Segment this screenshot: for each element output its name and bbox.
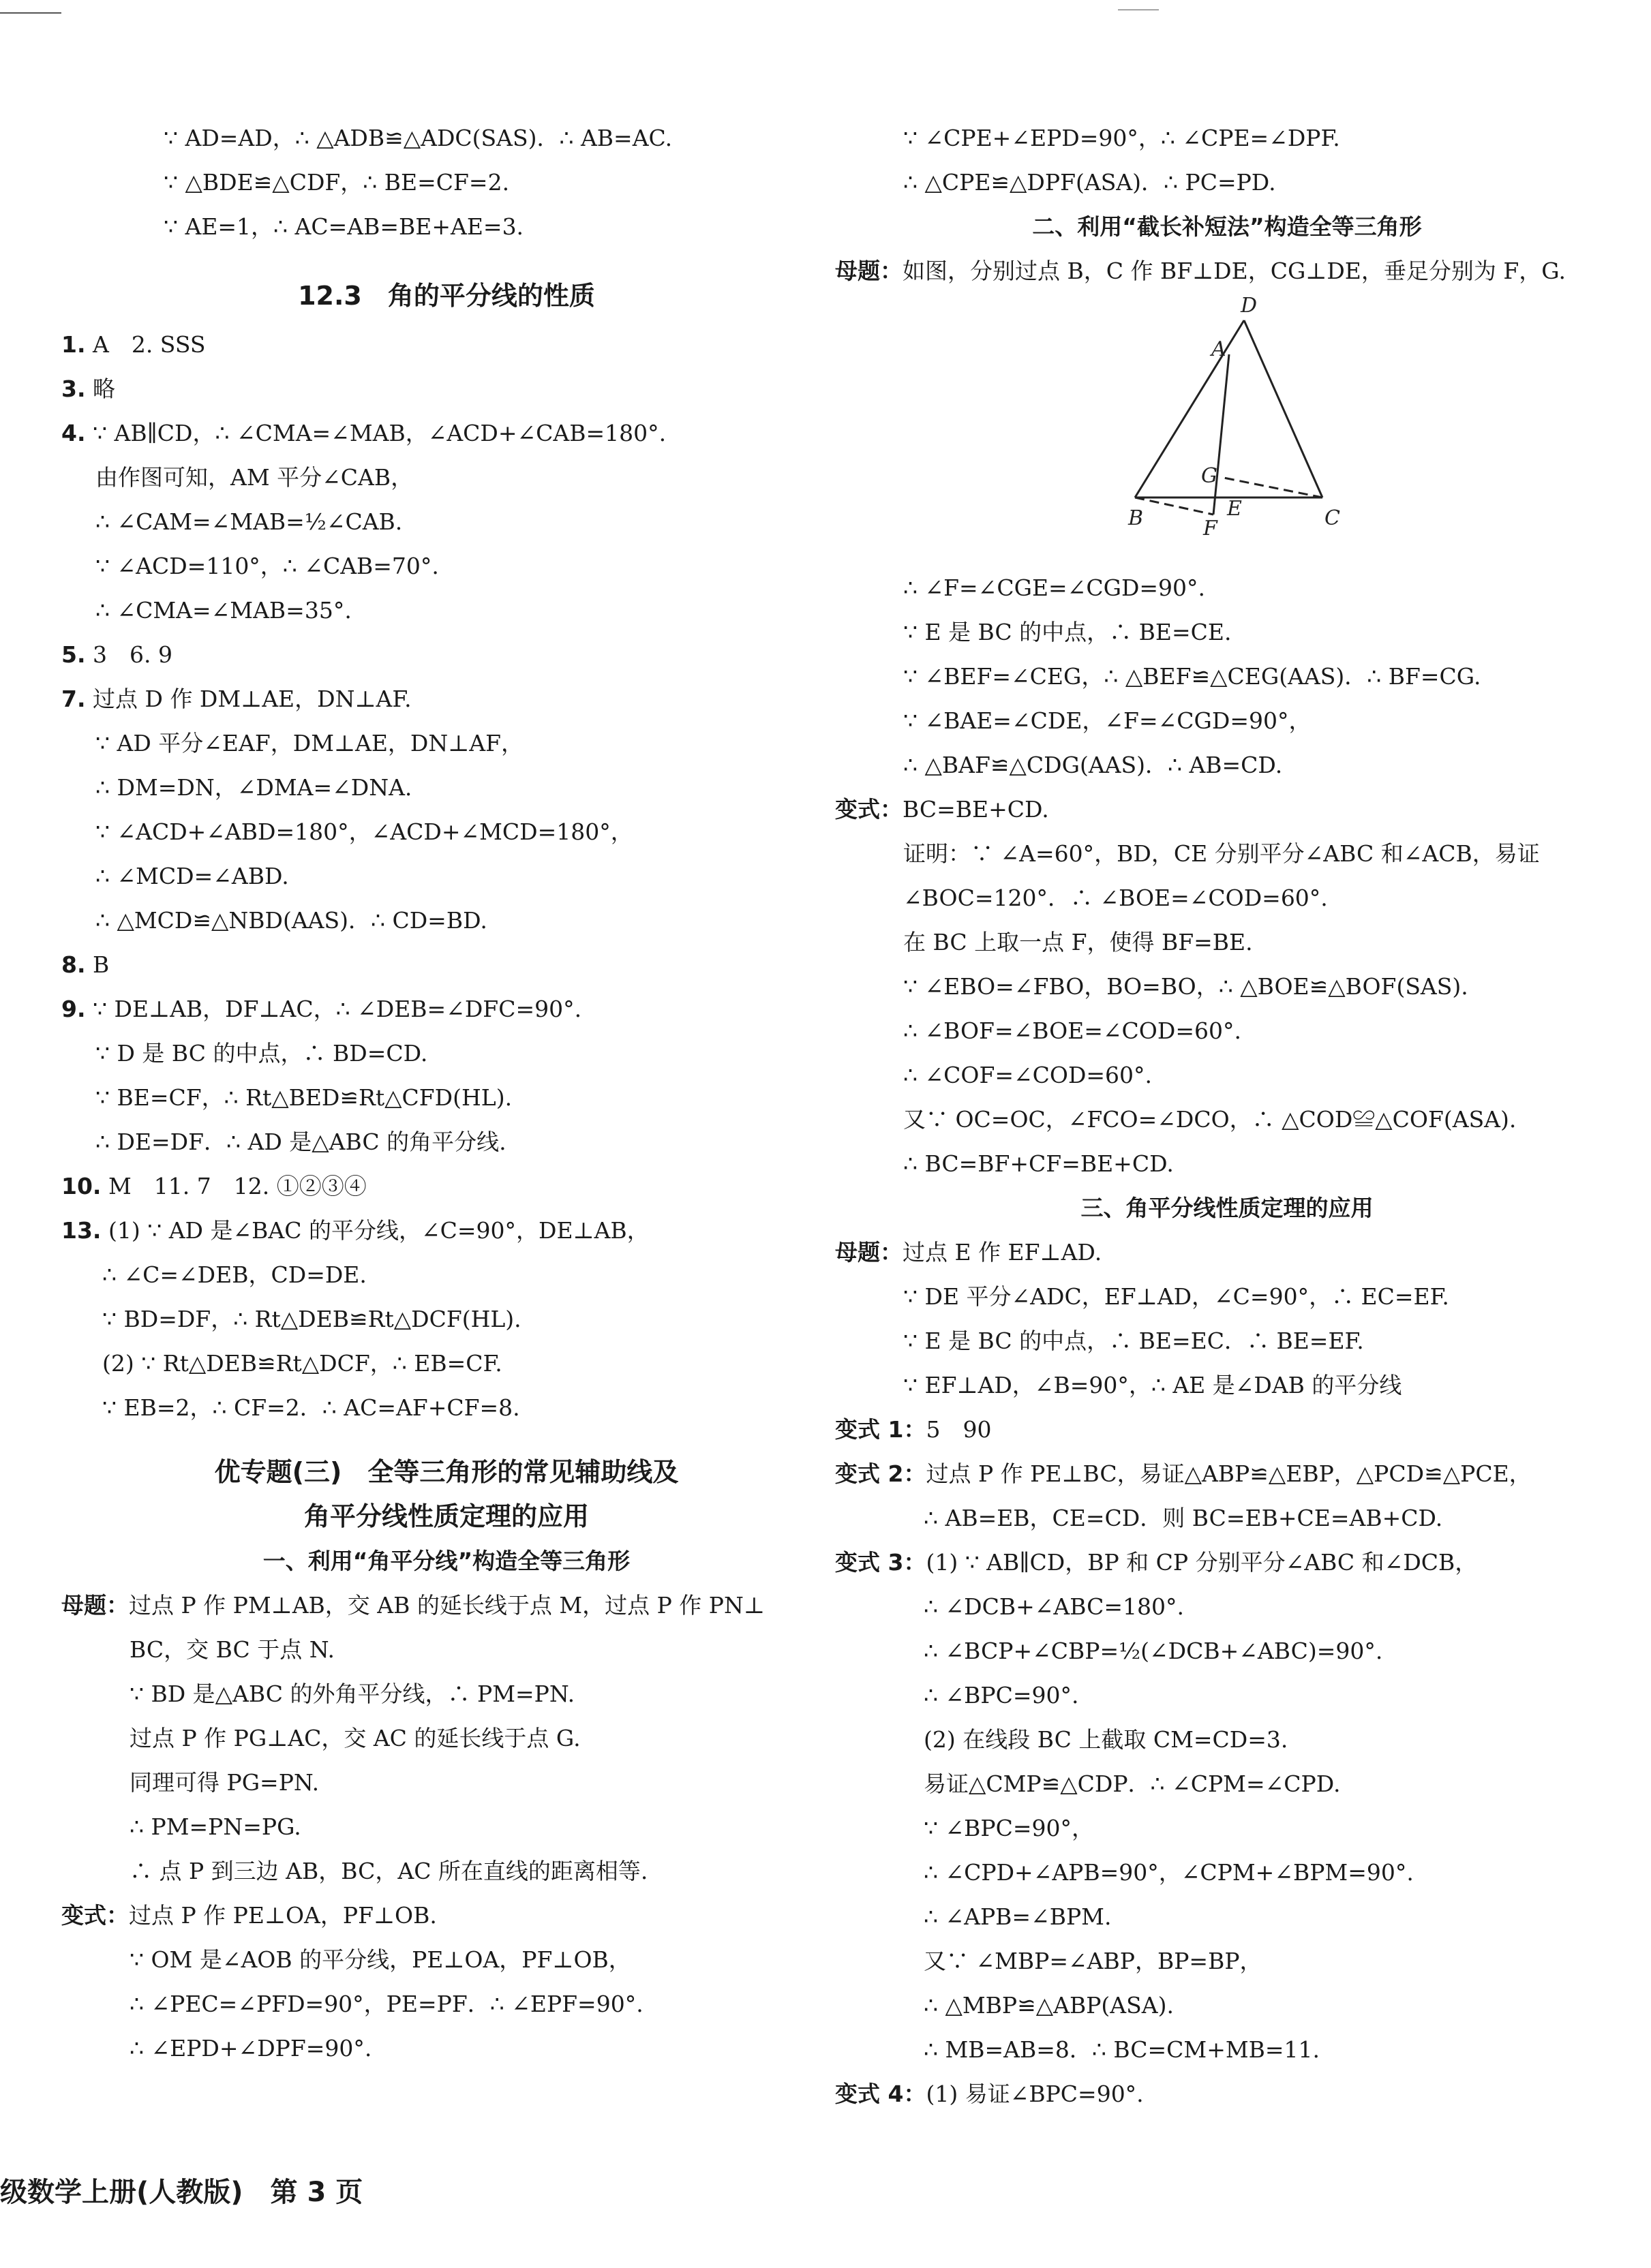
answer-line — [835, 1540, 1619, 1584]
answer-text: (1) ∵ AB∥CD，BP 和 CP 分别平分∠ABC 和∠DCB， — [926, 1549, 1478, 1576]
question-number: 3. — [61, 376, 86, 402]
answer-text: ∴ ∠C=∠DEB，CD=DE. — [102, 1261, 367, 1288]
answer-line — [61, 455, 832, 500]
part-heading-3: 三、角平分线性质定理的应用 — [1080, 1195, 1374, 1221]
answer-text: ∵ AD 平分∠EAF，DM⊥AE，DN⊥AF， — [95, 730, 524, 756]
answer-line: 又∵ OC=OC，∠FCO=∠DCO，∴ △COD≌△COF(ASA). — [903, 1106, 1517, 1133]
question-number: 5. — [61, 641, 86, 668]
answer-line — [61, 1297, 832, 1341]
variant-label: 变式： — [835, 796, 903, 823]
answer-line: ∵ EF⊥AD，∠B=90°，∴ AE 是∠DAB 的平分线 — [903, 1372, 1402, 1398]
section-title-12-3: 12.3 角的平分线的性质 — [298, 281, 595, 311]
answer-line: ∴ AB=EB，CE=CD．则 BC=EB+CE=AB+CD. — [924, 1505, 1443, 1531]
question-number: 1. — [61, 331, 86, 358]
answer-line — [61, 987, 832, 1031]
answer-line — [61, 367, 832, 411]
answer-line: ∴ △BAF≌△CDG(AAS)．∴ AB=CD. — [903, 752, 1283, 778]
answer-line — [61, 721, 832, 765]
answer-text: ∵ ∠ACD+∠ABD=180°，∠ACD+∠MCD=180°， — [95, 818, 633, 845]
label-C: C — [1324, 506, 1340, 530]
question-number: 8. — [61, 951, 86, 978]
answer-line — [61, 1208, 832, 1253]
answer-line — [61, 411, 832, 455]
answer-text: ∵ BD=DF，∴ Rt△DEB≌Rt△DCF(HL). — [102, 1306, 521, 1332]
answer-line: ∴ ∠BPC=90°. — [924, 1682, 1079, 1708]
part-heading-2: 二、利用“截长补短法”构造全等三角形 — [1032, 213, 1422, 240]
answer-text: (1) 易证∠BPC=90°. — [926, 2081, 1144, 2107]
answer-line — [61, 1120, 832, 1164]
answer-line — [61, 322, 832, 367]
answer-text: BC=BE+CD. — [903, 796, 1049, 823]
variant-label: 变式 3： — [835, 1549, 926, 1576]
answer-text: 过点 D 作 DM⊥AE，DN⊥AF. — [93, 686, 412, 712]
answer-text: A 2. SSS — [93, 331, 206, 358]
answer-line: ∴ ∠F=∠CGE=∠CGD=90°. — [903, 574, 1206, 601]
answer-text: ∵ DE⊥AB，DF⊥AC，∴ ∠DEB=∠DFC=90°. — [93, 996, 582, 1022]
label-G: G — [1201, 464, 1217, 488]
answer-line: ∴ ∠PEC=∠PFD=90°，PE=PF．∴ ∠EPF=90°. — [130, 1991, 643, 2017]
triangle-diagram — [1108, 293, 1380, 538]
special-topic-title: 优专题(三) 全等三角形的常见辅助线及 — [214, 1457, 679, 1487]
answer-line — [835, 1230, 1619, 1274]
variant-label: 变式 1： — [835, 1416, 926, 1443]
answer-line — [61, 1385, 832, 1430]
answer-line: ∵ E 是 BC 的中点，∴ BE=EC．∴ BE=EF. — [903, 1328, 1364, 1354]
answer-text: ∴ ∠MCD=∠ABD. — [95, 863, 289, 889]
answer-line: ∵ ∠BEF=∠CEG，∴ △BEF≌△CEG(AAS)．∴ BF=CG. — [903, 663, 1481, 690]
segment-BD — [1135, 320, 1244, 497]
answer-text: 由作图可知，AM 平分∠CAB， — [95, 464, 414, 491]
answer-line — [61, 1031, 832, 1075]
answer-line: ∴ ∠BCP+∠CBP=½(∠DCB+∠ABC)=90°. — [924, 1638, 1383, 1664]
answer-line: ∵ BD 是△ABC 的外角平分线，∴ PM=PN. — [130, 1681, 575, 1707]
answer-line — [835, 2072, 1619, 2116]
label-B: B — [1128, 506, 1144, 530]
answer-text: 3 6. 9 — [93, 641, 172, 668]
segment-BF — [1135, 497, 1213, 515]
geometry-figure — [1108, 293, 1380, 566]
answer-line: 过点 P 作 PG⊥AC，交 AC 的延长线于点 G. — [130, 1725, 581, 1751]
answer-line: ∴ 点 P 到三边 AB，BC，AC 所在直线的距离相等. — [130, 1858, 648, 1884]
part-heading-1: 一、利用“角平分线”构造全等三角形 — [262, 1548, 631, 1574]
answer-line: ∴ MB=AB=8．∴ BC=CM+MB=11. — [924, 2036, 1320, 2063]
label-A: A — [1211, 337, 1226, 361]
answer-text: 如图，分别过点 B，C 作 BF⊥DE，CG⊥DE，垂足分别为 F，G. — [903, 258, 1566, 284]
mother-problem-label: 母题： — [61, 1592, 129, 1619]
answer-line: ∴ ∠CPD+∠APB=90°，∠CPM+∠BPM=90°. — [924, 1859, 1414, 1886]
answer-line — [61, 1164, 832, 1208]
special-topic-title-2: 角平分线性质定理的应用 — [303, 1501, 589, 1531]
question-number: 4. — [61, 420, 86, 446]
answer-line: ∴ ∠EPD+∠DPF=90°. — [130, 2035, 372, 2062]
variant-label: 变式： — [61, 1902, 129, 1929]
answer-line: ∵ ∠CPE+∠EPD=90°，∴ ∠CPE=∠DPF. — [903, 125, 1340, 151]
answer-text: M 11. 7 12. ①②③④ — [108, 1173, 367, 1199]
answer-line — [835, 1452, 1619, 1496]
segment-AE — [1213, 354, 1229, 515]
answer-text: ∴ DM=DN，∠DMA=∠DNA. — [95, 774, 412, 801]
answer-line — [61, 1253, 832, 1297]
answer-line: ∴ PM=PN=PG. — [130, 1813, 301, 1840]
answer-line — [835, 249, 1619, 293]
answer-text: ∵ AB∥CD，∴ ∠CMA=∠MAB，∠ACD+∠CAB=180°. — [93, 420, 667, 446]
answer-text: 略 — [93, 376, 115, 402]
answer-text: ∴ ∠CMA=∠MAB=35°. — [95, 597, 352, 624]
answer-text: B — [93, 951, 110, 978]
answer-line: ∴ ∠DCB+∠ABC=180°. — [924, 1593, 1184, 1620]
answer-text: ∵ EB=2，∴ CF=2．∴ AC=AF+CF=8. — [102, 1394, 520, 1421]
answer-text: (2) ∵ Rt△DEB≌Rt△DCF，∴ EB=CF. — [102, 1350, 502, 1377]
answer-line: 在 BC 上取一点 F，使得 BF=BE. — [903, 929, 1253, 955]
answer-line: ∵ ∠BPC=90°， — [924, 1815, 1094, 1841]
answer-line — [61, 854, 832, 898]
answer-line: ∴ ∠BOF=∠BOE=∠COD=60°. — [903, 1017, 1241, 1044]
answer-text: 过点 P 作 PM⊥AB，交 AB 的延长线于点 M，过点 P 作 PN⊥ — [129, 1592, 765, 1619]
variant-label: 变式 4： — [835, 2081, 926, 2107]
question-number: 13. — [61, 1217, 102, 1244]
question-number: 7. — [61, 686, 86, 712]
answer-text: ∴ DE=DF．∴ AD 是△ABC 的角平分线. — [95, 1129, 506, 1155]
answer-line: ∴ △MBP≌△ABP(ASA). — [924, 1992, 1174, 2019]
segment-CG — [1220, 477, 1322, 497]
answer-text: 5 90 — [926, 1416, 992, 1443]
answer-line — [61, 1075, 832, 1120]
answer-line: ∠BOC=120°．∴ ∠BOE=∠COD=60°. — [903, 885, 1328, 911]
answer-line — [61, 810, 832, 854]
right-column — [835, 116, 1619, 2116]
answer-text: 过点 P 作 PE⊥OA，PF⊥OB. — [129, 1902, 437, 1929]
label-D: D — [1241, 294, 1258, 318]
answer-text: 过点 E 作 EF⊥AD. — [903, 1239, 1102, 1266]
answer-line: ∵ AD=AD，∴ △ADB≌△ADC(SAS)．∴ AB=AC. — [164, 125, 673, 151]
answer-text: ∴ ∠CAM=∠MAB=½∠CAB. — [95, 508, 403, 535]
answer-text: (1) ∵ AD 是∠BAC 的平分线，∠C=90°，DE⊥AB， — [108, 1217, 650, 1244]
answer-line: ∵ AE=1，∴ AC=AB=BE+AE=3. — [164, 213, 524, 240]
answer-line — [61, 1583, 832, 1627]
mother-problem-label: 母题： — [835, 1239, 903, 1266]
answer-line — [61, 1893, 832, 1937]
left-column — [61, 116, 832, 2070]
mother-problem-label: 母题： — [835, 258, 903, 284]
answer-line — [61, 500, 832, 544]
answer-line: ∵ E 是 BC 的中点，∴ BE=CE. — [903, 619, 1232, 645]
answer-line: ∵ ∠EBO=∠FBO，BO=BO，∴ △BOE≌△BOF(SAS). — [903, 973, 1468, 1000]
answer-text: ∵ D 是 BC 的中点，∴ BD=CD. — [95, 1040, 428, 1067]
label-E: E — [1227, 497, 1242, 521]
answer-text: ∵ ∠ACD=110°，∴ ∠CAB=70°. — [95, 553, 439, 579]
answer-line: ∵ ∠BAE=∠CDE，∠F=∠CGD=90°， — [903, 707, 1312, 734]
top-edge-mark — [0, 12, 61, 14]
answer-line: (2) 在线段 BC 上截取 CM=CD=3. — [924, 1726, 1288, 1753]
answer-line — [61, 677, 832, 721]
answer-line — [61, 544, 832, 588]
answer-line: ∴ ∠COF=∠COD=60°. — [903, 1062, 1153, 1088]
answer-line — [61, 898, 832, 943]
answer-line: ∵ DE 平分∠ADC，EF⊥AD，∠C=90°，∴ EC=EF. — [903, 1283, 1449, 1310]
answer-line: ∴ BC=BF+CF=BE+CD. — [903, 1150, 1174, 1177]
answer-line — [61, 765, 832, 810]
answer-line: ∵ △BDE≌△CDF，∴ BE=CF=2. — [164, 169, 510, 196]
question-number: 9. — [61, 996, 86, 1022]
answer-line: ∴ △CPE≌△DPF(ASA)．∴ PC=PD. — [903, 169, 1276, 196]
label-F: F — [1203, 517, 1217, 538]
answer-line — [835, 787, 1619, 831]
answer-line: 同理可得 PG=PN. — [130, 1769, 320, 1796]
answer-line — [61, 632, 832, 677]
question-number: 10. — [61, 1173, 102, 1199]
answer-line: BC，交 BC 于点 N. — [130, 1636, 335, 1663]
answer-line — [61, 588, 832, 632]
answer-line: 又∵ ∠MBP=∠ABP，BP=BP， — [924, 1948, 1262, 1974]
answer-text: 过点 P 作 PE⊥BC，易证△ABP≌△EBP，△PCD≌△PCE， — [926, 1460, 1532, 1487]
answer-text: ∵ BE=CF，∴ Rt△BED≌Rt△CFD(HL). — [95, 1084, 513, 1111]
variant-label: 变式 2： — [835, 1460, 926, 1487]
answer-text: ∴ △MCD≌△NBD(AAS)．∴ CD=BD. — [95, 907, 487, 934]
answer-line — [835, 1407, 1619, 1452]
answer-line: 易证△CMP≌△CDP．∴ ∠CPM=∠CPD. — [924, 1771, 1341, 1797]
segment-DC — [1244, 320, 1322, 497]
page-footer: 级数学上册(人教版) 第 3 页 — [0, 2177, 363, 2208]
answer-line — [61, 1341, 832, 1385]
answer-line: 证明：∵ ∠A=60°，BD，CE 分别平分∠ABC 和∠ACB，易证 — [903, 840, 1540, 867]
answer-line: ∵ OM 是∠AOB 的平分线，PE⊥OA，PF⊥OB， — [130, 1946, 631, 1973]
answer-line — [61, 943, 832, 987]
answer-line: ∴ ∠APB=∠BPM. — [924, 1903, 1112, 1930]
